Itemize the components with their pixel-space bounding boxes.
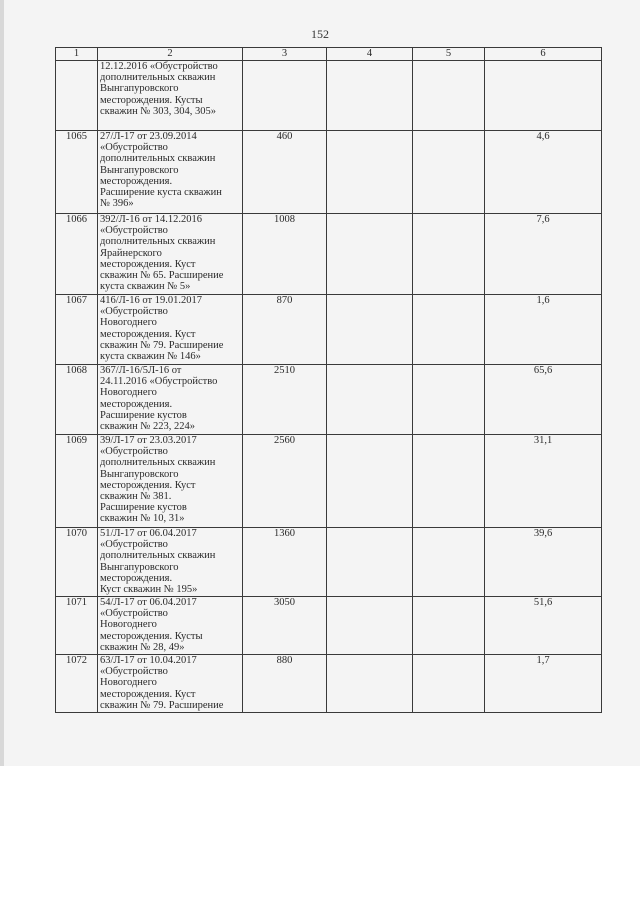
table-row — [56, 365, 602, 435]
row-description: 27/Л-17 от 23.09.2014 «Обустройство дополнительных скважин Вынгапуровского месторождения. Расширение куста скважин № 396» — [98, 131, 243, 214]
row-value-col5 — [413, 655, 485, 713]
row-value-col6: 65,6 — [485, 365, 602, 435]
table-row — [56, 61, 602, 131]
row-description: 63/Л-17 от 10.04.2017 «Обустройство Новогоднего месторождения. Куст скважин № 79. Расширение — [98, 655, 243, 713]
row-value-col6 — [485, 61, 602, 131]
header-col-1: 1 — [56, 48, 98, 61]
row-value-col4 — [327, 214, 413, 295]
row-description: 416/Л-16 от 19.01.2017 «Обустройство Новогоднего месторождения. Куст скважин № 79. Расширение куста скважин № 146» — [98, 295, 243, 365]
header-col-4: 4 — [327, 48, 413, 61]
row-value-col4 — [327, 131, 413, 214]
row-number: 1070 — [56, 528, 98, 597]
table-row — [56, 435, 602, 528]
row-value-col6: 51,6 — [485, 597, 602, 655]
table-header-row — [56, 48, 602, 61]
row-value-col5 — [413, 528, 485, 597]
page-number: 152 — [311, 27, 329, 41]
header-col-3: 3 — [243, 48, 327, 61]
row-description: 367/Л-16/5Л-16 от 24.11.2016 «Обустройство Новогоднего месторождения. Расширение кустов скважин № 223, 224» — [98, 365, 243, 435]
table-row — [56, 528, 602, 597]
row-number: 1065 — [56, 131, 98, 214]
row-description: 39/Л-17 от 23.03.2017 «Обустройство дополнительных скважин Вынгапуровского месторождения. Куст скважин № 381. Расширение кустов скважин № 10, 31» — [98, 435, 243, 528]
row-value-col5 — [413, 597, 485, 655]
row-value-col5 — [413, 295, 485, 365]
row-number: 1069 — [56, 435, 98, 528]
row-value-col4 — [327, 61, 413, 131]
table-row — [56, 131, 602, 214]
row-number: 1071 — [56, 597, 98, 655]
table-row — [56, 295, 602, 365]
row-value-col6: 7,6 — [485, 214, 602, 295]
row-value-col5 — [413, 61, 485, 131]
row-value-col3: 1360 — [243, 528, 327, 597]
row-number: 1066 — [56, 214, 98, 295]
row-description: 392/Л-16 от 14.12.2016 «Обустройство дополнительных скважин Ярайнерского месторождения. Куст скважин № 65. Расширение куста скважин № 5» — [98, 214, 243, 295]
row-value-col5 — [413, 365, 485, 435]
header-col-6: 6 — [485, 48, 602, 61]
row-value-col5 — [413, 435, 485, 528]
row-value-col4 — [327, 597, 413, 655]
row-value-col3 — [243, 61, 327, 131]
row-number: 1067 — [56, 295, 98, 365]
row-value-col3: 3050 — [243, 597, 327, 655]
row-description: 51/Л-17 от 06.04.2017 «Обустройство дополнительных скважин Вынгапуровского месторождения. Куст скважин № 195» — [98, 528, 243, 597]
row-value-col4 — [327, 295, 413, 365]
header-col-5: 5 — [413, 48, 485, 61]
row-value-col3: 880 — [243, 655, 327, 713]
row-value-col3: 460 — [243, 131, 327, 214]
row-value-col5 — [413, 214, 485, 295]
row-value-col4 — [327, 655, 413, 713]
row-number: 1072 — [56, 655, 98, 713]
row-value-col4 — [327, 435, 413, 528]
row-value-col6: 39,6 — [485, 528, 602, 597]
data-table — [55, 47, 602, 713]
row-value-col4 — [327, 365, 413, 435]
row-value-col4 — [327, 528, 413, 597]
row-number: 1068 — [56, 365, 98, 435]
row-value-col3: 2510 — [243, 365, 327, 435]
row-value-col6: 1,7 — [485, 655, 602, 713]
table-row — [56, 597, 602, 655]
row-value-col6: 31,1 — [485, 435, 602, 528]
row-value-col3: 1008 — [243, 214, 327, 295]
header-col-2: 2 — [98, 48, 243, 61]
row-value-col6: 1,6 — [485, 295, 602, 365]
row-number — [56, 61, 98, 131]
table-row — [56, 655, 602, 713]
row-value-col3: 870 — [243, 295, 327, 365]
row-value-col6: 4,6 — [485, 131, 602, 214]
row-value-col5 — [413, 131, 485, 214]
scan-edge-shadow — [0, 0, 4, 766]
row-value-col3: 2560 — [243, 435, 327, 528]
table-row — [56, 214, 602, 295]
row-description: 12.12.2016 «Обустройство дополнительных скважин Вынгапуровского месторождения. Кусты скважин № 303, 304, 305» — [98, 61, 243, 131]
row-description: 54/Л-17 от 06.04.2017 «Обустройство Новогоднего месторождения. Кусты скважин № 28, 49» — [98, 597, 243, 655]
